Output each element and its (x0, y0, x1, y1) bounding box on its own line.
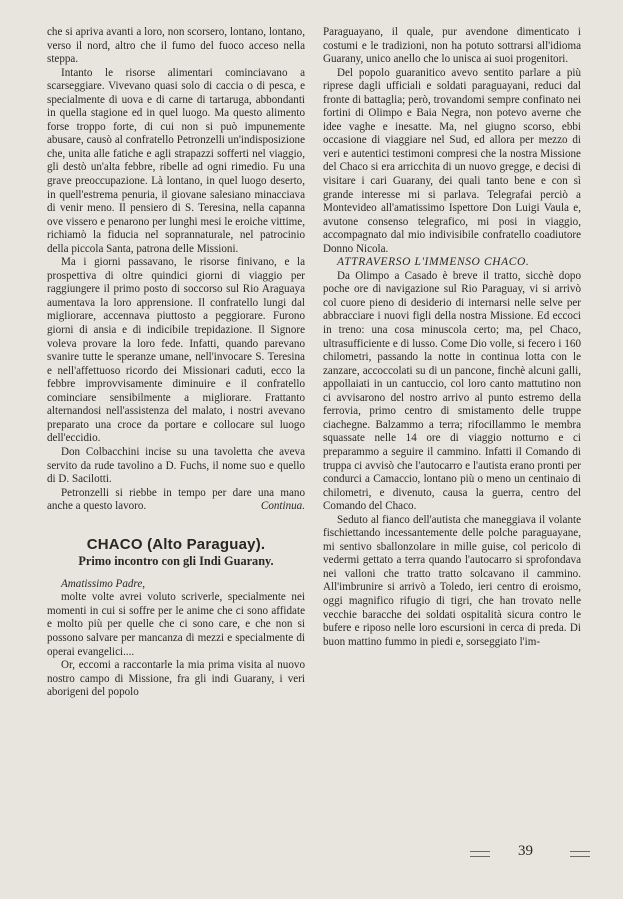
paragraph-with-continuation (47, 487, 305, 514)
article-title: CHACO (Alto Paraguay). (86, 535, 266, 553)
page-number: 39 (518, 843, 533, 859)
continua-label: Continua. (260, 500, 305, 513)
paragraph: Or, eccomi a raccontarle la mia prima visita al nuovo nostro campo di Missione, fra gli indi Guarany, i veri aborigeni del popolo (47, 659, 305, 699)
paragraph: Del popolo guaranitico avevo sentito parlare a più riprese dagli ufficiali e soldati paraguayani, reduci dal fronte di battaglia; però, trovandomi sempre confinato nei fortini di Olimpo e Baia Negra, non potevo averne che idee vaghe e inesatte. Ma, nel giugno scorso, ebbi occasione di viaggiare nel Sud, ed allora per mezzo di veri e autentici testimoni compresi che la nostra Missione del Chaco si era arricchita di un nuovo gregge, e decisi di visitare i cari Guarany, dei quali tanto bene e con sì grande interesse mi si parlava. Telegrafai perciò a Montevideo all'amatissimo Ispettore Don Luigi Vaula e, avutone consenso telegrafico, mi posi in viaggio, accompagnato dal mio indivisibile confratello coadiutore Donno Nicola. (323, 66, 581, 255)
paragraph: Da Olimpo a Casado è breve il tratto, sicchè dopo poche ore di navigazione sul Rio Paraguay, vi si arrivò col cuore pieno di desiderio di internarsi nelle selve per abbracciare i nuovi figli della nostra Missione. Ed eccoci in treno: una cosa minuscola certo; ma, pel Chaco, ultrasufficiente e di lusso. Come Dio volle, si fecero i 160 chilometri, passando la notte in continua lotta con le zanzare, accoccolati su di un pancone, finchè alcuni galli, appollaiati in un cantuccio, col loro canto mattutino non ci avvisarono del nostro arrivo al punto estremo della ferrovia, primo centro di smistamento delle truppe ciachegne. Balzammo a terra; rifocillammo le membra squassate nelle 14 ore di viaggio notturno e ci preparammo a seguire il cammino. Infatti il Comando di truppa ci avvisò che l'autocarro e l'autista erano pronti per condurci a Camaccio, lontano più o meno un centinaio di chilometri, e divenuto, causa la guerra, centro del Comando del Chaco. (323, 269, 581, 513)
paragraph: Don Colbacchini incise su una tavoletta che aveva servito da rude tavolino a D. Fuchs, il nome suo e quello di D. Sacilotti. (47, 445, 305, 486)
left-column (47, 26, 305, 700)
paragraph: Seduto al fianco dell'autista che maneggiava il volante fischiettando incessantemente delle polche paraguayane, mi sentivo sballonzolare in mille guise, col pericolo di vedermi gettato a terra quando l'autocarro si sprofondava nei valloni che tratto tratto solcavano il cammino. All'imbrunire si arrivò a Toledo, ieri centro di eroismo, oggi magnifico rifugio di tigri, che han trovato nelle vecchie baracche dei soldati ospitalità sicura contro le bufere e riposo nelle loro escursioni in cerca di preda. Di buon mattino fummo in piedi e, sorseggiato l'im- (323, 513, 581, 648)
paragraph: Intanto le risorse alimentari cominciavano a scarseggiare. Vivevano quasi solo di caccia o di pesca, e specialmente di uova e di carne di tartaruga, abbondanti in quella stagione ed in quel luogo. Ma questo alimento forse troppo forte, di cui non si può impunemente abusare, causò al confratello Petronzelli un'indisposizione che, unita alle fatiche e agli strapazzi sofferti nel viaggio, gli destò un'alta febbre, ribelle ad ogni rimedio. Fu una grave preoccupazione. Là lontano, in quel luogo deserto, in quell'estrema penuria, il giovane salesiano minacciava di venir meno. Il pensiero di S. Teresina, nella capanna ove vissero e penarono per lunghi mesi le eroiche vittime, richiamò la fiducia nel soprannaturale, nel patrocinio della piccola Santa, patrona delle Missioni. (47, 66, 305, 255)
paragraph: molte volte avrei voluto scriverle, specialmente nei momenti in cui si soffre per le anime che ci sono affidate e molto più per quelle che ci sono care, e che non si possono salvare per mancanza di mezzi e specialmente di operai evangelici.... (47, 591, 305, 658)
ornament-left (470, 851, 490, 857)
paragraph: che si apriva avanti a loro, non scorsero, lontano, lontano, verso il nord, altro che il fumo del fuoco acceso nella steppa. (47, 26, 305, 66)
section-heading: ATTRAVERSO L'IMMENSO CHACO. (337, 256, 530, 269)
paragraph: Ma i giorni passavano, le risorse finivano, e la prospettiva di oltre quindici giorni di viaggio per raggiungere il primo posto di soccorso sul Rio Araguaya aumentava la loro apprensione. Il confratello lungi dal migliorare, accennava piuttosto a peggiorare. Furono giorni di ansia e di indicibile trepidazione. Il Signore voleva provare la loro fede. Infatti, quando parevano svanire tutte le speranze umane, nell'invocare S. Teresina e nell'affettuoso ricordo dei Missionari caduti, ecco la febbre improvvisamente diminuire e il confratello cominciare sensibilmente a migliorare. Frattanto alternandosi nell'assistenza del malato, i nostri avevano preparato una croce da portare e collocare sul luogo dell'eccidio. (47, 256, 305, 445)
article-subtitle: Primo incontro con gli Indi Guarany. (78, 554, 274, 569)
paragraph: Paraguayano, il quale, pur avendone dimenticato i costumi e le tradizioni, non ha potuto sottrarsi all'idioma Guarany, unico anello che lo unisca ai suoi progenitori. (323, 26, 581, 66)
page-footer (470, 843, 600, 863)
paragraph-text: Petronzelli si riebbe in tempo per dare una mano anche a questo lavoro. (47, 486, 305, 513)
ornament-right (570, 851, 590, 857)
salutation: Amatissimo Padre, (61, 577, 146, 590)
right-column (323, 26, 581, 649)
